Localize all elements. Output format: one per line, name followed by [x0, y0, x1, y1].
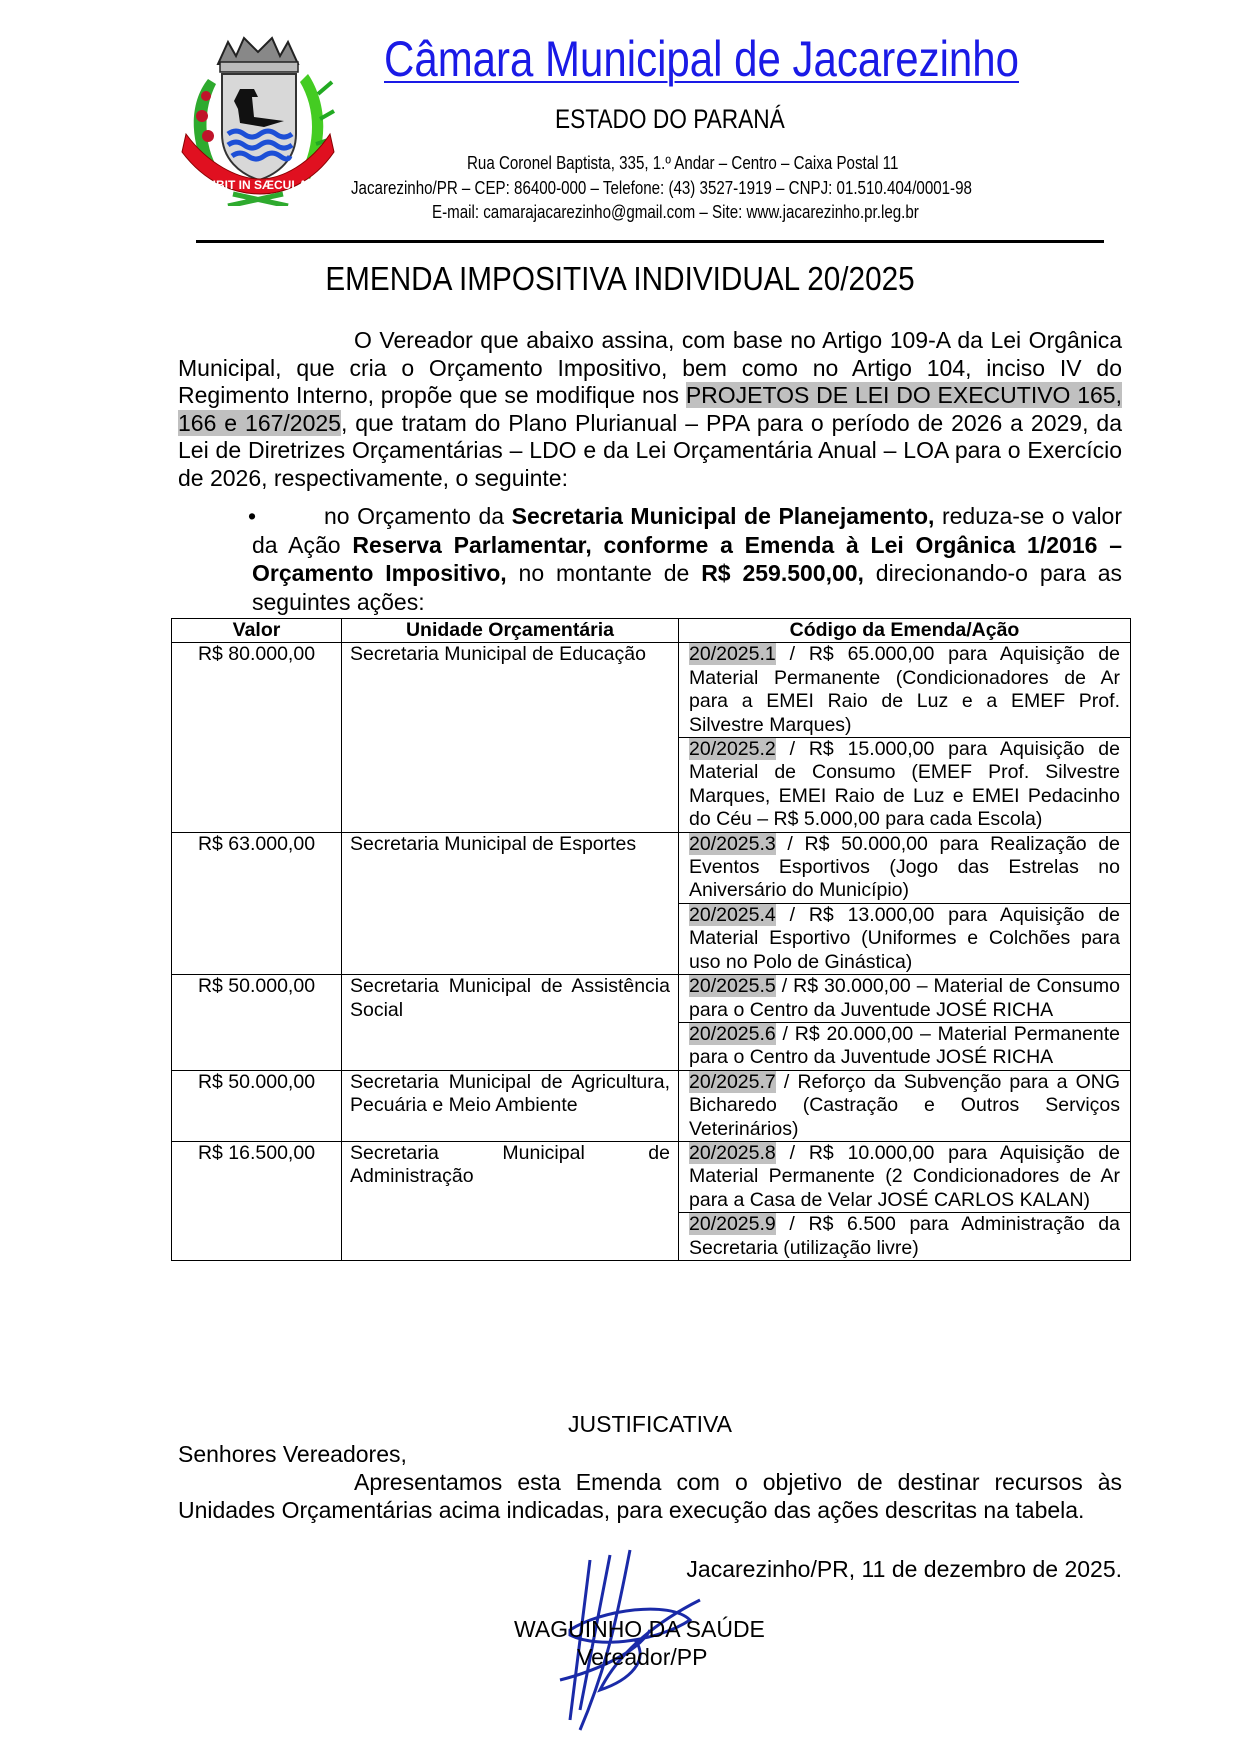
header-unidade: Unidade Orçamentária	[342, 619, 679, 643]
table-body	[172, 643, 1131, 1261]
letterhead-contact: Jacarezinho/PR – CEP: 86400-000 – Telefone: (43) 3527-1919 – CNPJ: 01.510.404/0001-98	[351, 178, 972, 198]
acao-item	[679, 1022, 1130, 1070]
justification-paragraph: Apresentamos esta Emenda com o objetivo de destinar recursos às Unidades Orçamentárias acima indicadas, para execução das ações descritas na tabela.	[178, 1469, 1122, 1523]
acao-item	[679, 643, 1130, 737]
header-codigo: Código da Emenda/Ação	[679, 619, 1131, 643]
acao-item	[679, 903, 1130, 974]
table-row	[172, 643, 1131, 832]
table-row	[172, 1070, 1131, 1141]
acao-description: / R$ 20.000,00 – Material Permanente para o Centro da Juventude JOSÉ RICHA	[689, 1022, 1120, 1069]
emenda-code: 20/2025.7	[689, 1070, 776, 1093]
emenda-code: 20/2025.3	[689, 832, 776, 855]
acao-description: / R$ 65.000,00 para Aquisição de Material Permanente (Condicionadores de Ar para a EMEI Raio de Luz e a EMEF Prof. Silvestre Marques)	[689, 643, 1120, 736]
coat-of-arms-icon	[178, 34, 338, 206]
emenda-code: 20/2025.2	[689, 738, 776, 761]
cell-unidade: Secretaria Municipal de Esportes	[342, 832, 679, 974]
emenda-code: 20/2025.8	[689, 1141, 776, 1164]
acao-description: / R$ 30.000,00 – Material de Consumo para o Centro da Juventude JOSÉ RICHA	[689, 975, 1120, 1021]
signer-name: WAGUINHO DA SAÚDE	[514, 1616, 765, 1642]
svg-text:IBIT IN SÆCULA: IBIT IN SÆCULA	[212, 178, 308, 192]
acao-description: / R$ 10.000,00 para Aquisição de Material Permanente (2 Condicionadores de Ar para a Casa de Velar JOSÉ CARLOS KALAN)	[689, 1141, 1120, 1211]
header-valor: Valor	[172, 619, 342, 643]
signer-role: Vereador/PP	[577, 1644, 708, 1670]
acao-item	[679, 1212, 1130, 1260]
acao-description: / R$ 13.000,00 para Aquisição de Material Esportivo (Uniformes e Colchões para uso no Polo de Ginástica)	[689, 903, 1120, 973]
cell-valor: R$ 16.500,00	[172, 1141, 342, 1260]
greeting: Senhores Vereadores,	[178, 1441, 407, 1467]
intro-text-1: O Vereador que abaixo assina, com base no Artigo 109-A da Lei Orgânica Municipal, que cria o Orçamento Impositivo, bem como no Artigo 104, inciso IV do Regimento Interno, propõe que se modifique nos	[178, 327, 1122, 409]
intro-paragraph	[178, 327, 1122, 493]
table-header-row	[172, 619, 1131, 643]
table-row	[172, 832, 1131, 974]
letterhead-state: ESTADO DO PARANÁ	[555, 104, 785, 134]
emenda-code: 20/2025.5	[689, 975, 776, 998]
total-amount: R$ 259.500,00,	[701, 560, 864, 586]
acao-item	[679, 975, 1130, 1022]
emenda-code: 20/2025.4	[689, 903, 776, 926]
justification-title: JUSTIFICATIVA	[568, 1411, 732, 1437]
letterhead-title: Câmara Municipal de Jacarezinho	[384, 31, 1019, 87]
emenda-code: 20/2025.9	[689, 1213, 776, 1236]
header-divider	[196, 240, 1104, 243]
intro-text-2: , que tratam do Plano Plurianual – PPA para o período de 2026 a 2029, da Lei de Diretrizes Orçamentárias – LDO e da Lei Orçamentária Anual – LOA para o Exercício de 2026, respectivamente, o seguinte:	[178, 409, 1122, 491]
table-row	[172, 975, 1131, 1071]
cell-unidade: Secretaria Municipal de Educação	[342, 643, 679, 832]
cell-acoes	[679, 643, 1131, 832]
table-row	[172, 1141, 1131, 1260]
document-title: EMENDA IMPOSITIVA INDIVIDUAL 20/2025	[325, 260, 915, 297]
bullet-icon: •	[248, 503, 257, 529]
acao-item	[679, 737, 1130, 832]
cell-acoes	[679, 975, 1131, 1071]
letterhead-address: Rua Coronel Baptista, 335, 1.º Andar – Centro – Caixa Postal 11	[467, 153, 899, 173]
emendas-table	[171, 618, 1131, 1261]
intro-highlight: PROJETOS DE LEI DO EXECUTIVO 165, 166 e 167/2025	[178, 382, 1122, 436]
cell-valor: R$ 50.000,00	[172, 975, 342, 1071]
acao-item	[679, 1142, 1130, 1212]
cell-unidade: Secretaria Municipal de Administração	[342, 1141, 679, 1260]
cell-acoes	[679, 1070, 1131, 1141]
cell-unidade: Secretaria Municipal de Assistência Social	[342, 975, 679, 1071]
emenda-code: 20/2025.1	[689, 643, 776, 666]
acao-description: / Reforço da Subvenção para a ONG Bicharedo (Castração e Outros Serviços Veterinários)	[689, 1070, 1120, 1140]
bullet-item: • no Orçamento da Secretaria Municipal de Planejamento, reduza-se o valor da Ação Reserva Parlamentar, conforme a Emenda à Lei Orgânica 1/2016 – Orçamento Impositivo, no montante de R$ 259.500,00, direcionando-o para as seguintes ações:	[248, 503, 1123, 615]
cell-valor: R$ 63.000,00	[172, 832, 342, 974]
emenda-code: 20/2025.6	[689, 1022, 776, 1045]
cell-unidade: Secretaria Municipal de Agricultura, Pecuária e Meio Ambiente	[342, 1070, 679, 1141]
acao-item	[679, 833, 1130, 903]
acao-description: / R$ 50.000,00 para Realização de Eventos Esportivos (Jogo das Estrelas no Aniversário do Município)	[689, 832, 1120, 902]
cell-acoes	[679, 1141, 1131, 1260]
acao-description: / R$ 6.500 para Administração da Secretaria (utilização livre)	[689, 1213, 1120, 1259]
acao-item	[679, 1071, 1130, 1141]
date-line: Jacarezinho/PR, 11 de dezembro de 2025.	[686, 1556, 1122, 1582]
cell-valor: R$ 80.000,00	[172, 643, 342, 832]
letterhead-web: E-mail: camarajacarezinho@gmail.com – Site: www.jacarezinho.pr.leg.br	[432, 202, 919, 222]
cell-valor: R$ 50.000,00	[172, 1070, 342, 1141]
acao-description: / R$ 15.000,00 para Aquisição de Material de Consumo (EMEF Prof. Silvestre Marques, EMEI Raio de Luz e EMEI Pedacinho do Céu – R$ 5.000,00 para cada Escola)	[689, 738, 1120, 831]
cell-acoes	[679, 832, 1131, 974]
